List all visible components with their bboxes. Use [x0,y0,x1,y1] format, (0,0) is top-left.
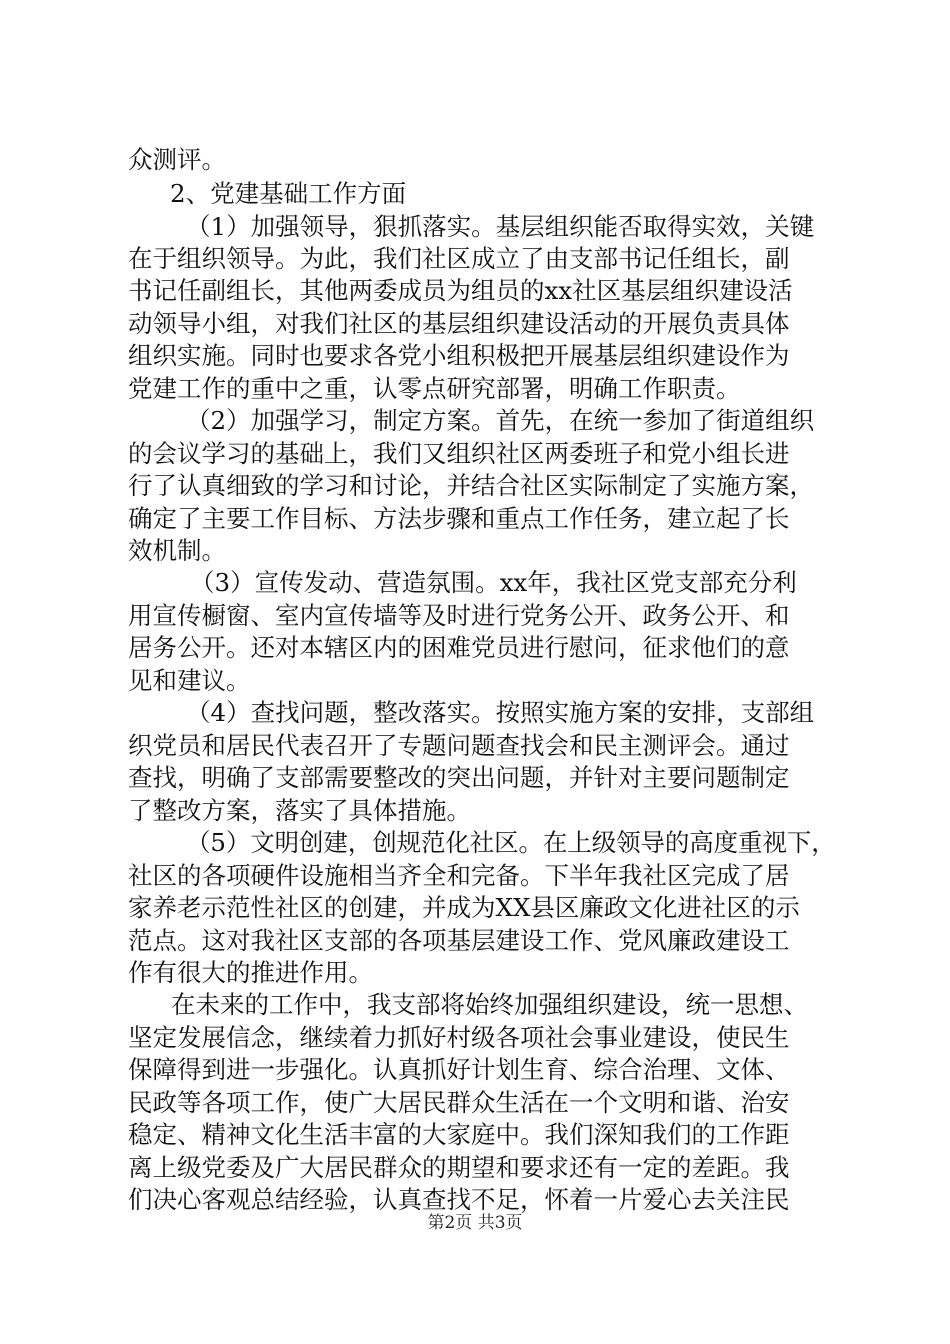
paragraph-line: 在于组织领导。为此，我们社区成立了由支部书记任组长，副 [128,244,790,273]
paragraph-line: 家养老示范性社区的创建，并成为XX县区廉政文化进社区的示 [128,893,800,922]
paragraph-line: 稳定、精神文化生活丰富的大家庭中。我们深知我们的工作距 [128,1120,790,1149]
paragraph-line: （5）文明创建，创规范化社区。在上级领导的高度重视下， [186,828,836,857]
paragraph-line: 党建工作的重中之重，认零点研究部署，明确工作职责。 [128,374,741,403]
paragraph-line: 织党员和居民代表召开了专题问题查找会和民主测评会。通过 [128,731,790,760]
paragraph-line: 居务公开。还对本辖区内的困难党员进行慰问，征求他们的意 [128,633,790,662]
paragraph-line: 作有很大的推进作用。 [128,958,373,987]
paragraph-line: （4）查找问题，整改落实。按照实施方案的安排，支部组 [186,698,815,727]
paragraph-line: 坚定发展信念，继续着力抓好村级各项社会事业建设，使民生 [128,1023,790,1052]
paragraph-line: 众测评。 [128,145,226,174]
paragraph-line: （2）加强学习，制定方案。首先，在统一参加了街道组织 [186,406,815,435]
paragraph-line: 离上级党委及广大居民群众的期望和要求还有一定的差距。我 [128,1153,790,1182]
paragraph-line: （1）加强领导，狠抓落实。基层组织能否取得实效，关键 [186,212,815,241]
paragraph-line: 们决心客观总结经验，认真查找不足，怀着一片爱心去关注民 [128,1185,790,1214]
page-footer: 第2页 共3页 [427,1213,523,1233]
paragraph-line: 行了认真细致的学习和讨论，并结合社区实际制定了实施方案， [128,471,814,500]
paragraph-line: 书记任副组长，其他两委成员为组员的xx社区基层组织建设活 [128,276,793,305]
paragraph-line: 确定了主要工作目标、方法步骤和重点工作任务，建立起了长 [128,504,790,533]
paragraph-line: 效机制。 [128,536,226,565]
paragraph-line: 用宣传橱窗、室内宣传墙等及时进行党务公开、政务公开、和 [128,601,790,630]
paragraph-line: 范点。这对我社区支部的各项基层建设工作、党风廉政建设工 [128,926,790,955]
paragraph-line: 见和建议。 [128,666,251,695]
paragraph-line: 查找，明确了支部需要整改的突出问题，并针对主要问题制定 [128,763,790,792]
paragraph-line: 2、党建基础工作方面 [170,179,407,208]
paragraph-line: 动领导小组，对我们社区的基层组织建设活动的开展负责具体 [128,309,790,338]
paragraph-line: 社区的各项硬件设施相当齐全和完备。下半年我社区完成了居 [128,861,790,890]
paragraph-line: 组织实施。同时也要求各党小组积极把开展基层组织建设作为 [128,341,790,370]
paragraph-line: （3）宣传发动、营造氛围。xx年，我社区党支部充分利 [190,568,797,597]
paragraph-line: 保障得到进一步强化。认真抓好计划生育、综合治理、文体、 [128,1055,790,1084]
paragraph-line: 的会议学习的基础上，我们又组织社区两委班子和党小组长进 [128,439,790,468]
paragraph-line: 了整改方案，落实了具体措施。 [128,796,471,825]
paragraph-line: 在未来的工作中，我支部将始终加强组织建设，统一思想、 [171,990,808,1019]
paragraph-line: 民政等各项工作，使广大居民群众生活在一个文明和谐、治安 [128,1088,790,1117]
